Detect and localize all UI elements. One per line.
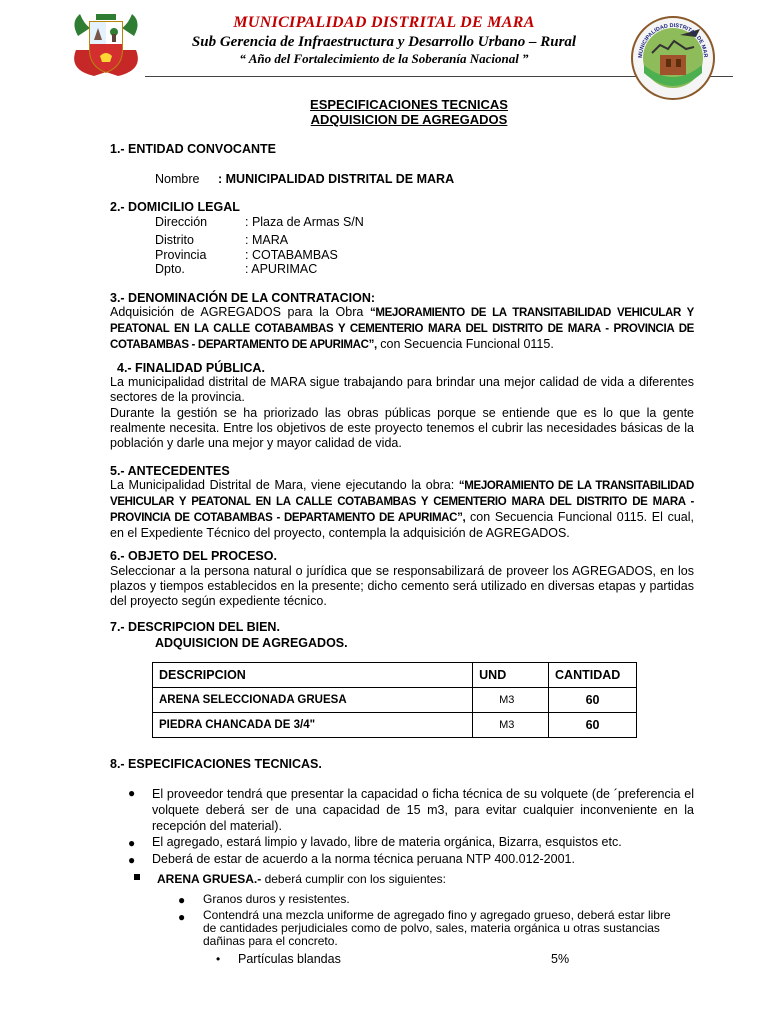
- section-3-pre: Adquisición de AGREGADOS para la Obra: [110, 305, 370, 319]
- doc-title-line2: ADQUISICION DE AGREGADOS: [310, 112, 508, 127]
- provincia-value: : COTABAMBAS: [245, 248, 338, 262]
- section-7-subheading: ADQUISICION DE AGREGADOS.: [155, 636, 348, 650]
- table-cell: ARENA SELECCIONADA GRUESA: [153, 688, 473, 713]
- sub-bullet-1: Granos duros y resistentes.: [203, 892, 350, 906]
- section-3-post: con Secuencia Funcional 0115.: [376, 337, 554, 351]
- bullet-icon: •: [216, 952, 221, 966]
- section-5-pre: La Municipalidad Distrital de Mara, viene ejecutando la obra:: [110, 478, 459, 492]
- provincia-label: Provincia: [155, 248, 207, 262]
- section-4-heading: 4.- FINALIDAD PÚBLICA.: [117, 361, 265, 375]
- bullet-icon: ●: [128, 836, 136, 850]
- table-header-cell: DESCRIPCION: [153, 663, 473, 688]
- section-8-heading: 8.- ESPECIFICACIONES TECNICAS.: [110, 757, 322, 771]
- spec-bullet-3: Deberá de estar de acuerdo a la norma técnica peruana NTP 400.012-2001.: [152, 852, 575, 866]
- header-subtitle: Sub Gerencia de Infraestructura y Desarrollo Urbano – Rural: [191, 34, 577, 50]
- sub-bullet-2: Contendrá una mezcla uniforme de agregado fino y agregado grueso, deberá estar libre de cantidades perjudiciales como de polvo, sales, materia orgánica u otras sustancias dañinas para el concreto.: [203, 908, 671, 948]
- particulas-value: 5%: [551, 952, 570, 966]
- dpto-label: Dpto.: [155, 262, 185, 276]
- section-2-heading: 2.- DOMICILIO LEGAL: [110, 200, 240, 214]
- items-table: [152, 662, 637, 738]
- spec-bullet-2: El agregado, estará limpio y lavado, libre de materia orgánica, Bizarra, esquistos etc.: [152, 835, 622, 849]
- section-6-heading: 6.- OBJETO DEL PROCESO.: [110, 549, 277, 563]
- arena-gruesa-line: [157, 872, 446, 887]
- spec-bullet-1: El proveedor tendrá que presentar la capacidad o ficha técnica de su volquete (de ´preferencia el volquete deberá ser de una capacidad de 15 m3, para evitar cualquier inconveniente en la recepción del material).: [152, 787, 694, 833]
- table-cell: M3: [473, 713, 549, 738]
- distrito-value: : MARA: [245, 233, 289, 247]
- nombre-value: : MUNICIPALIDAD DISTRITAL DE MARA: [218, 172, 455, 186]
- table-row: [153, 713, 637, 738]
- bullet-icon: ●: [178, 910, 186, 924]
- arena-gruesa-label: ARENA GRUESA.-: [157, 872, 262, 886]
- municipal-seal: [630, 15, 716, 101]
- header-title: MUNICIPALIDAD DISTRITAL DE MARA: [233, 14, 535, 31]
- table-cell: 60: [549, 688, 637, 713]
- seal-text: MUNICIPALIDAD DISTRITAL DE MAR: [637, 22, 709, 59]
- section-3-obra: “MEJORAMIENTO DE LA TRANSITABILIDAD VEHICULAR Y PEATONAL EN LA CALLE COTABAMBAS Y CEMENTERIO MARA DEL DISTRITO DE MARA - PROVINCIA DE COTABAMBAS - DEPARTAMENTO DE APURIMAC”,: [110, 307, 694, 351]
- direccion-label: Dirección: [155, 215, 208, 229]
- square-bullet-icon: [134, 874, 140, 880]
- nombre-label: Nombre: [155, 172, 200, 186]
- section-5-post: con Secuencia Funcional 0115. El cual, en el Expediente Técnico del proyecto, contempla la adquisición de AGREGADOS.: [110, 510, 694, 540]
- doc-title-line1: ESPECIFICACIONES TECNICAS: [310, 97, 508, 112]
- arena-gruesa-text: deberá cumplir con los siguientes:: [261, 872, 446, 886]
- section-3-text: [110, 305, 694, 353]
- section-5-heading: 5.- ANTECEDENTES: [110, 464, 230, 478]
- section-4-p1: La municipalidad distrital de MARA sigue trabajando para brindar una mejor calidad de vida a diferentes sectores de la provincia.: [110, 375, 694, 404]
- section-7-heading: 7.- DESCRIPCION DEL BIEN.: [110, 620, 280, 634]
- table-row: [153, 688, 637, 713]
- table-header-cell: CANTIDAD: [549, 663, 637, 688]
- section-6-text: Seleccionar a la persona natural o jurídica que se responsabilizará de proveer los AGREGADOS, en los plazos y tiempos establecidos en la presente; dicho cemento será utilizado en diversas etapas y partidas del proyecto según expediente técnico.: [110, 564, 694, 608]
- section-5-text: [110, 478, 694, 541]
- table-cell: 60: [549, 713, 637, 738]
- table-header-cell: UND: [473, 663, 549, 688]
- header-motto: “ Año del Fortalecimiento de la Soberanía Nacional ”: [239, 51, 529, 66]
- section-4-p2: Durante la gestión se ha priorizado las obras públicas porque se entiende que es lo que la gente realmente necesita. Entre los objetivos de este proyecto tenemos el cubrir las necesidades básicas de la población y darle una mejor y mayor calidad de vida.: [110, 406, 694, 450]
- table-header-row: [153, 663, 637, 688]
- bullet-icon: ●: [128, 853, 136, 867]
- section-1-heading: 1.- ENTIDAD CONVOCANTE: [110, 142, 276, 156]
- bullet-icon: ●: [128, 786, 136, 800]
- distrito-label: Distrito: [155, 233, 194, 247]
- section-3-heading: 3.- DENOMINACIÓN DE LA CONTRATACION:: [110, 291, 376, 305]
- table-cell: M3: [473, 688, 549, 713]
- bullet-icon: ●: [178, 893, 186, 907]
- particulas-label: Partículas blandas: [238, 952, 341, 966]
- dpto-value: : APURIMAC: [245, 262, 318, 276]
- table-cell: PIEDRA CHANCADA DE 3/4": [153, 713, 473, 738]
- direccion-value: : Plaza de Armas S/N: [245, 215, 364, 229]
- section-5-obra: “MEJORAMIENTO DE LA TRANSITABILIDAD VEHICULAR Y PEATONAL EN LA CALLE COTABAMBAS Y CEMENTERIO MARA DEL DISTRITO DE MARA - PROVINCIA DE COTABAMBAS - DEPARTAMENTO DE APURIMAC”,: [110, 480, 695, 524]
